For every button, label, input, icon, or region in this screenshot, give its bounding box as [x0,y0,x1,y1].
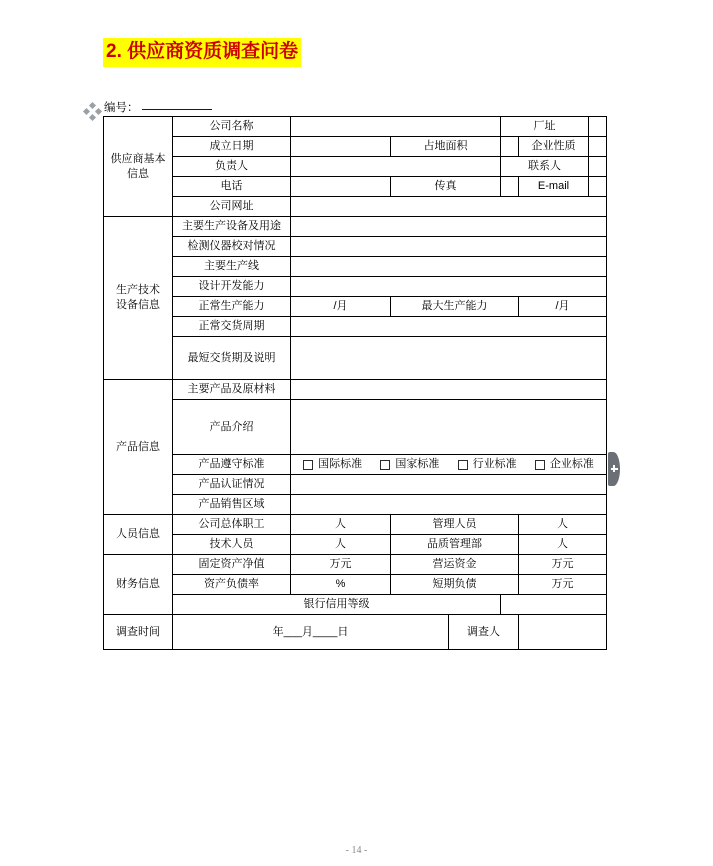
table-row [104,515,607,535]
table-row [104,495,607,515]
label-fixed-assets: 固定资产净值 [173,555,291,575]
section-label-basic-info-line2: 信息 [127,167,149,180]
checkbox-icon[interactable] [458,460,468,470]
table-row [104,455,607,475]
field-design-capability[interactable] [291,277,607,297]
table-row [104,535,607,555]
option-enterprise-standard-label: 企业标准 [549,458,594,470]
checkbox-icon[interactable] [303,460,313,470]
option-industry-standard-label: 行业标准 [472,458,517,470]
label-normal-lead-time: 正常交货周期 [173,317,291,337]
field-product-standards-options [291,455,607,475]
label-fax: 传真 [391,177,501,197]
section-label-product-info [104,380,173,515]
field-factory-address[interactable] [589,117,607,137]
serial-number-line [104,99,212,115]
label-debt-ratio: 资产负债率 [173,575,291,595]
label-telephone: 电话 [173,177,291,197]
table-row [104,277,607,297]
section-label-basic-info-line1: 供应商基本 [110,152,166,165]
table-row [104,615,607,650]
label-land-area: 占地面积 [391,137,501,157]
field-person-in-charge[interactable] [291,157,501,177]
field-contact-person[interactable] [589,157,607,177]
label-management-staff: 管理人员 [391,515,519,535]
label-person-in-charge: 负责人 [173,157,291,177]
label-product-intro: 产品介绍 [173,400,291,455]
section-label-personnel-info-line1: 人员信息 [116,528,160,540]
label-product-certification: 产品认证情况 [173,475,291,495]
table-row [104,337,607,380]
label-sales-region: 产品销售区域 [173,495,291,515]
field-land-area[interactable] [501,137,519,157]
label-contact-person: 联系人 [501,157,589,177]
field-sales-region[interactable] [291,495,607,515]
field-management-staff-unit[interactable]: 人 [519,515,607,535]
section-label-basic-info [104,117,173,217]
label-shortest-lead-time: 最短交货期及说明 [173,337,291,380]
field-main-products[interactable] [291,380,607,400]
label-website: 公司网址 [173,197,291,217]
table-row [104,137,607,157]
section-label-product-info-line1: 产品信息 [116,440,160,453]
checkbox-icon[interactable] [380,460,390,470]
page-title: 2. 供应商资质调查问卷 [103,38,301,67]
label-surveyor: 调查人 [449,615,519,650]
field-main-production-line[interactable] [291,257,607,277]
label-bank-credit-rating: 银行信用等级 [173,595,501,615]
option-international-standard-label: 国际标准 [318,458,363,470]
field-survey-date[interactable]: 年___月____日 [173,615,449,650]
field-company-name[interactable] [291,117,501,137]
page-number-footer: - 14 - [345,845,368,856]
field-found-date[interactable] [291,137,391,157]
field-enterprise-nature[interactable] [589,137,607,157]
page-title-container [103,38,301,67]
serial-number-blank[interactable] [142,99,212,110]
table-row [104,177,607,197]
table-row [104,257,607,277]
label-main-products: 主要产品及原材料 [173,380,291,400]
field-quality-dept-unit[interactable]: 人 [519,535,607,555]
label-instrument-calibration: 检测仪器校对情况 [173,237,291,257]
field-telephone[interactable] [291,177,391,197]
table-row [104,380,607,400]
table-row [104,317,607,337]
table-row [104,297,607,317]
label-email: E-mail [519,177,589,197]
label-survey-date: 调查时间 [104,615,173,650]
section-label-tech-info-line2: 设备信息 [116,299,160,311]
field-main-equipment[interactable] [291,217,607,237]
field-debt-ratio-unit[interactable]: % [291,575,391,595]
label-main-equipment: 主要生产设备及用途 [173,217,291,237]
field-technical-staff-unit[interactable]: 人 [291,535,391,555]
field-product-certification[interactable] [291,475,607,495]
table-row [104,217,607,237]
table-expand-plus-icon[interactable] [608,452,620,486]
field-surveyor[interactable] [519,615,607,650]
section-label-personnel-info [104,515,173,555]
label-technical-staff: 技术人员 [173,535,291,555]
table-row [104,575,607,595]
field-normal-lead-time[interactable] [291,317,607,337]
field-shortest-lead-time[interactable] [291,337,607,380]
field-instrument-calibration[interactable] [291,237,607,257]
label-main-production-line: 主要生产线 [173,257,291,277]
supplier-questionnaire-table [103,116,607,650]
table-row [104,237,607,257]
label-short-term-debt: 短期负债 [391,575,519,595]
option-national-standard[interactable] [380,457,439,472]
field-fax[interactable] [501,177,519,197]
label-enterprise-nature: 企业性质 [519,137,589,157]
label-company-name: 公司名称 [173,117,291,137]
table-row [104,475,607,495]
label-working-capital: 营运资金 [391,555,519,575]
field-product-intro[interactable] [291,400,607,455]
standards-option-group [294,457,603,472]
label-factory-address: 厂址 [501,117,589,137]
field-max-capacity-unit[interactable]: /月 [519,297,607,317]
section-label-tech-info [104,217,173,380]
field-email[interactable] [589,177,607,197]
checkbox-icon[interactable] [535,460,545,470]
label-found-date: 成立日期 [173,137,291,157]
section-label-finance-info [104,555,173,615]
option-international-standard[interactable] [303,457,362,472]
field-fixed-assets-unit[interactable]: 万元 [291,555,391,575]
label-product-standards: 产品遵守标准 [173,455,291,475]
label-total-staff: 公司总体职工 [173,515,291,535]
option-national-standard-label: 国家标准 [395,458,440,470]
table-row [104,197,607,217]
table-move-handle-icon[interactable] [84,103,102,121]
label-normal-capacity: 正常生产能力 [173,297,291,317]
table-row [104,157,607,177]
table-row [104,117,607,137]
field-short-term-debt-unit[interactable]: 万元 [519,575,607,595]
section-label-tech-info-line1: 生产技术 [116,284,160,296]
field-website[interactable] [291,197,607,217]
section-label-finance-info-line1: 财务信息 [116,578,160,590]
option-industry-standard[interactable] [458,457,517,472]
field-bank-credit-rating[interactable] [501,595,607,615]
field-normal-capacity-unit[interactable]: /月 [291,297,391,317]
field-total-staff-unit[interactable]: 人 [291,515,391,535]
field-working-capital-unit[interactable]: 万元 [519,555,607,575]
option-enterprise-standard[interactable] [535,457,594,472]
table-row [104,555,607,575]
table-row [104,400,607,455]
label-max-capacity: 最大生产能力 [391,297,519,317]
serial-number-label: 编号： [104,102,139,114]
table-row [104,595,607,615]
label-quality-dept: 品质管理部 [391,535,519,555]
label-design-capability: 设计开发能力 [173,277,291,297]
